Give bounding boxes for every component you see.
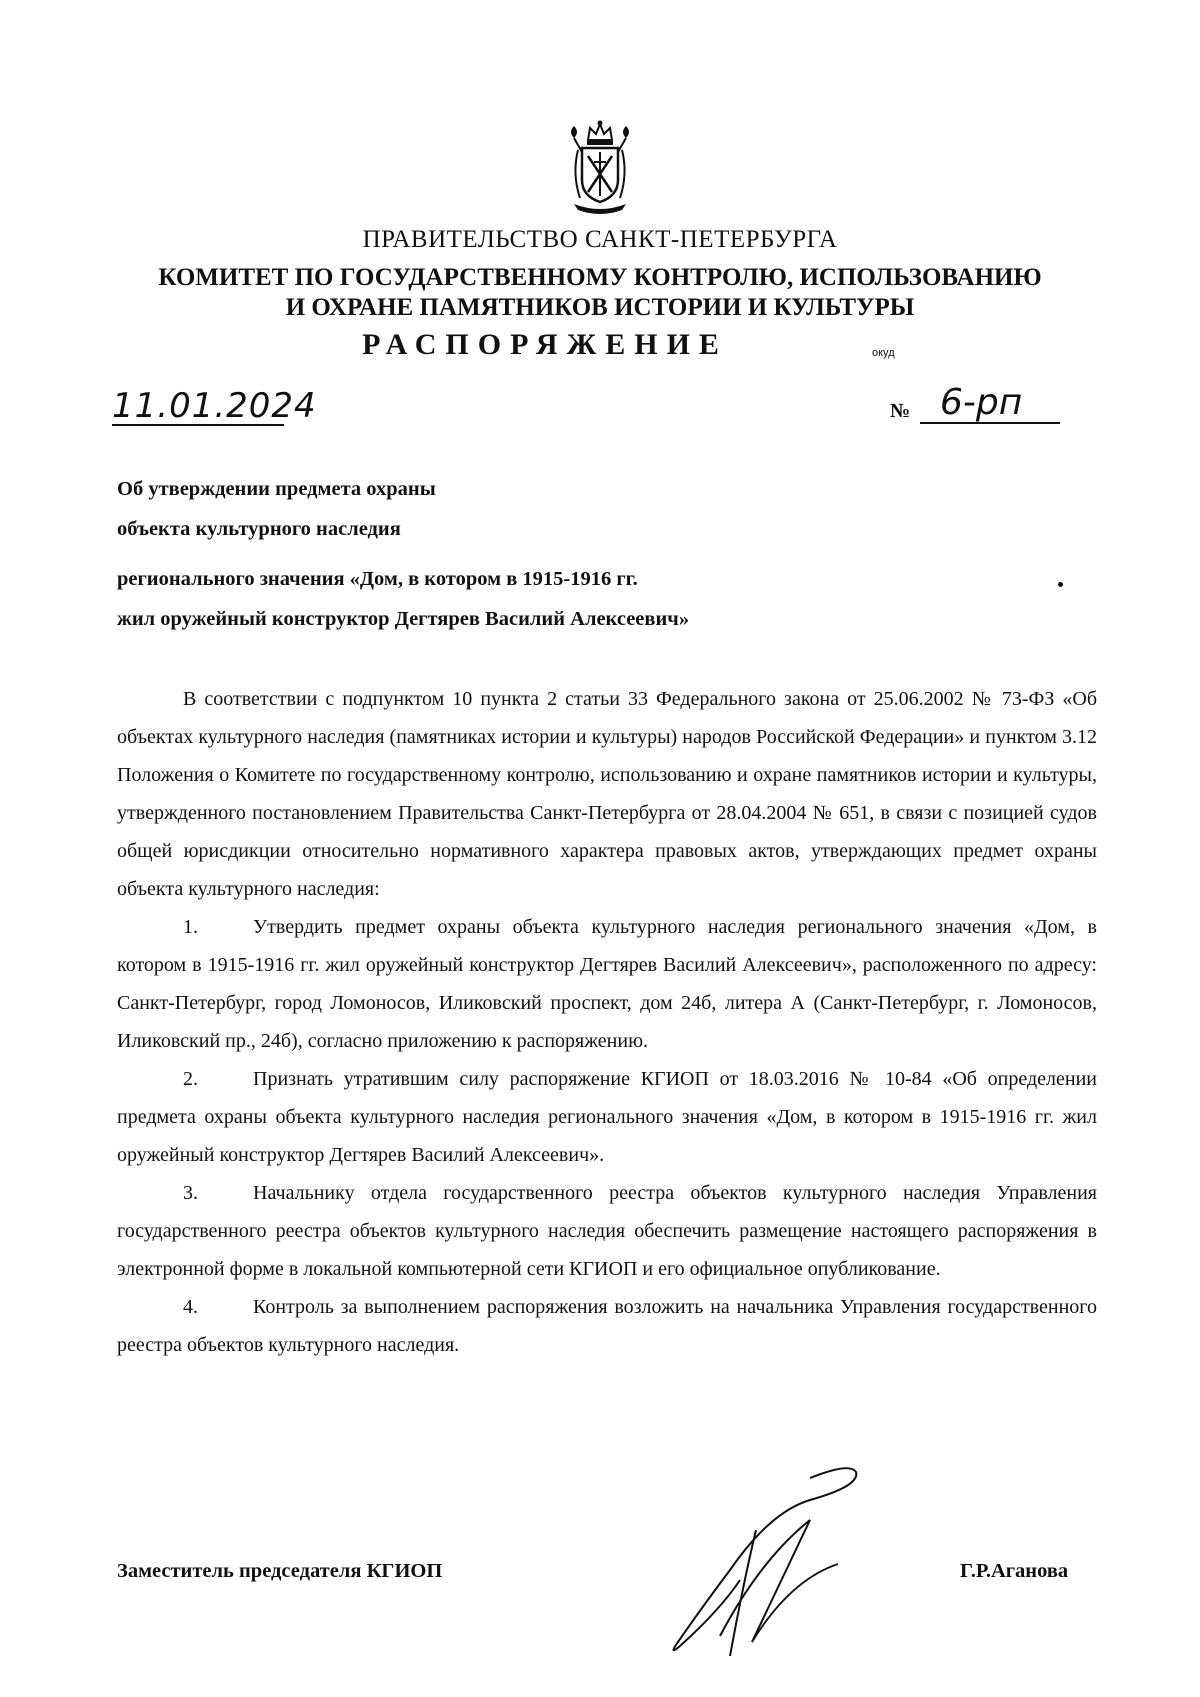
item-text: Признать утратившим силу распоряжение КГИОП от 18.03.2016 № 10-84 «Об определении предмета охраны объекта культурного наследия регионального значения «Дом, в котором в 1915-1916 гг. жил оружейный конструктор Дегтярев Василий Алексеевич».: [117, 1068, 1097, 1166]
number-label: №: [890, 400, 911, 422]
document-number: 6-рп: [920, 384, 1060, 424]
item-text: Утвердить предмет охраны объекта культурного наследия регионального значения «Дом, в котором в 1915-1916 гг. жил оружейный конструктор Дегтярев Василий Алексеевич», расположенного по адресу: Санкт-Петербург, город Ломоносов, Иликовский проспект, дом 24б, литера А (Санкт-Петербург, г. Ломоносов, Иликовский пр., 24б), согласно приложению к распоряжению.: [117, 916, 1097, 1052]
item-3: [117, 1174, 1097, 1288]
item-number: 3.: [183, 1182, 198, 1204]
document-date: 11.01.2024: [112, 386, 317, 426]
committee-title-line2: И ОХРАНЕ ПАМЯТНИКОВ ИСТОРИИ И КУЛЬТУРЫ: [285, 294, 915, 321]
signatory-name: Г.Р.Аганова: [960, 1560, 1069, 1582]
item-1: [117, 908, 1097, 1060]
preamble: В соответствии с подпунктом 10 пункта 2 статьи 33 Федерального закона от 25.06.2002 № 73-ФЗ «Об объектах культурного наследия (памятниках истории и культуры) народов Российской Федерации» и пунктом 3.12 Положения о Комитете по государственному контролю, использованию и охране памятников истории и культуры, утвержденного постановлением Правительства Санкт-Петербурга от 28.04.2004 № 651, в связи с позицией судов общей юрисдикции относительно нормативного характера правовых актов, утверждающих предмет охраны объекта культурного наследия:: [117, 688, 1097, 900]
government-title: ПРАВИТЕЛЬСТВО САНКТ-ПЕТЕРБУРГА: [362, 226, 838, 253]
item-number: 1.: [183, 916, 198, 938]
subject-line-1: Об утверждении предмета охраны: [117, 478, 436, 500]
stray-mark: [1058, 582, 1063, 587]
document-body: [117, 680, 1097, 1364]
item-number: 2.: [183, 1068, 198, 1090]
subject-line-4: жил оружейный конструктор Дегтярев Василий Алексеевич»: [117, 608, 690, 630]
item-4: [117, 1288, 1097, 1364]
item-2: [117, 1060, 1097, 1174]
document-type-title: РАСПОРЯЖЕНИЕ: [362, 328, 728, 361]
handwritten-signature: [660, 1460, 900, 1660]
st-petersburg-coat-of-arms-icon: [560, 118, 640, 218]
subject-line-3: регионального значения «Дом, в котором в 1915-1916 гг.: [117, 568, 638, 590]
item-text: Начальнику отдела государственного реестра объектов культурного наследия Управления государственного реестра объектов культурного наследия обеспечить размещение настоящего распоряжения в электронной форме в локальной компьютерной сети КГИОП и его официальное опубликование.: [117, 1182, 1097, 1280]
item-text: Контроль за выполнением распоряжения возложить на начальника Управления государственного реестра объектов культурного наследия.: [117, 1296, 1097, 1356]
committee-title-line1: КОМИТЕТ ПО ГОСУДАРСТВЕННОМУ КОНТРОЛЮ, ИСПОЛЬЗОВАНИЮ: [158, 264, 1042, 291]
signatory-position: Заместитель председателя КГИОП: [117, 1560, 443, 1582]
okud-label: окуд: [872, 347, 895, 359]
subject-line-2: объекта культурного наследия: [117, 518, 401, 540]
item-number: 4.: [183, 1296, 198, 1318]
